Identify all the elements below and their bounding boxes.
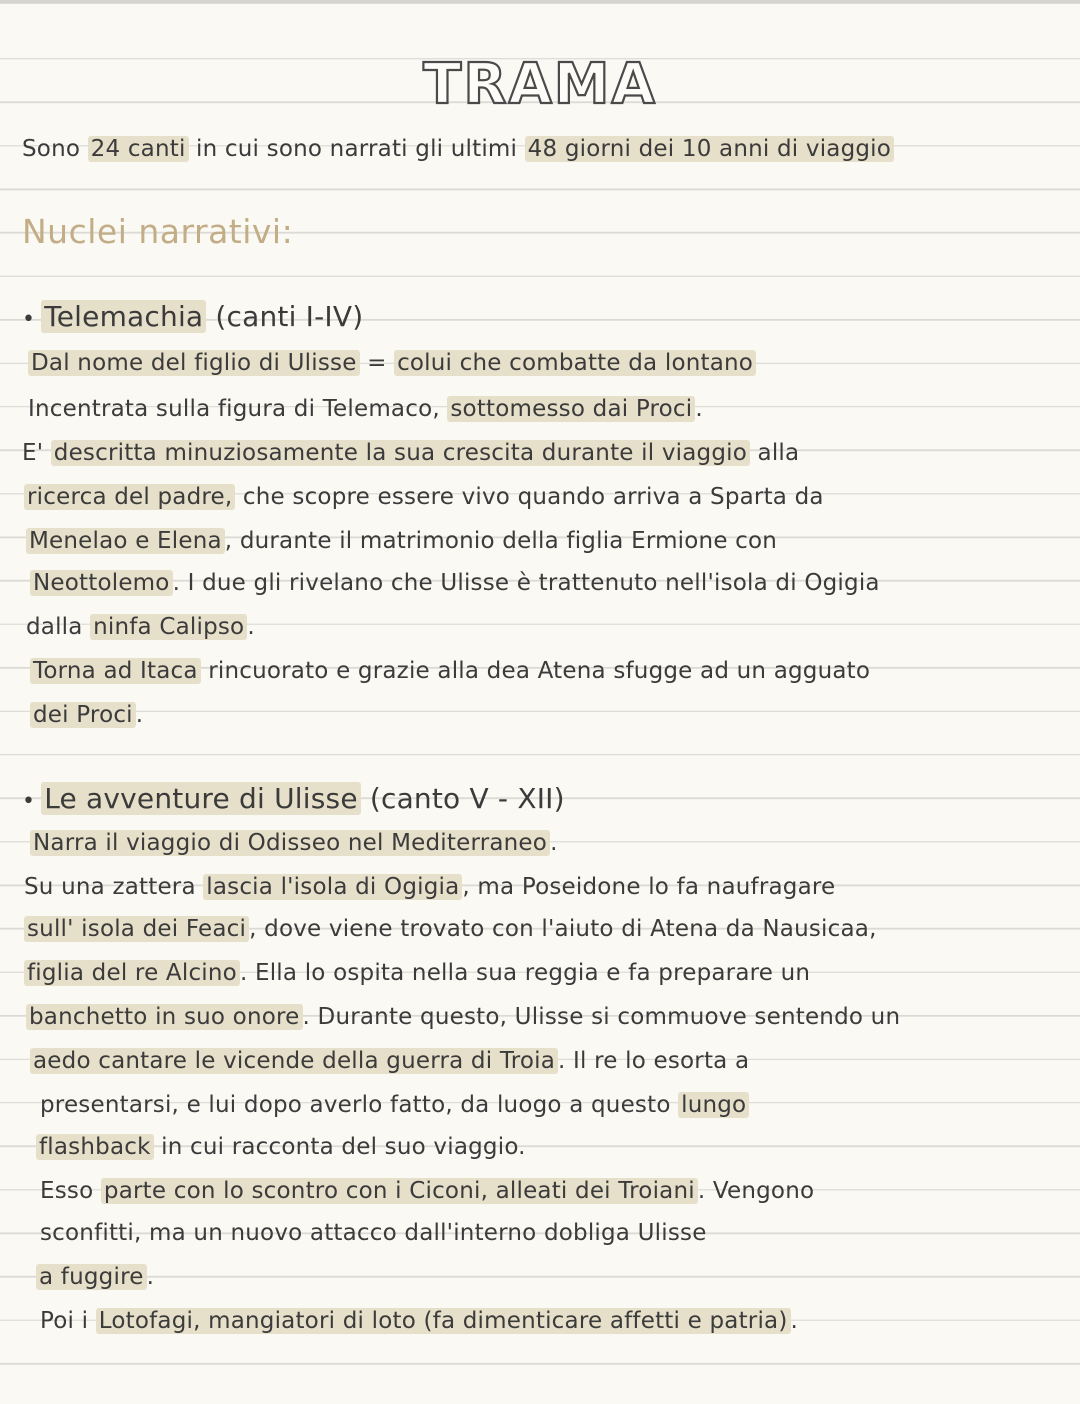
text-plain: .	[695, 396, 703, 422]
section2-line-2	[24, 872, 835, 902]
section2-line-4	[24, 958, 810, 988]
text-plain: dalla	[26, 614, 91, 640]
text-plain: .	[135, 702, 144, 728]
text-highlight: Dal nome del figlio di Ulisse	[28, 350, 360, 376]
section2-line-9	[40, 1176, 814, 1206]
page-title: TRAMA	[423, 52, 657, 117]
section2-line-10	[40, 1218, 707, 1248]
section2-line-5	[26, 1002, 900, 1032]
section2-title-line	[22, 784, 565, 817]
text-plain: E'	[22, 440, 51, 466]
text-highlight: lascia l'isola di Ogigia	[203, 874, 462, 900]
section1-line-4	[24, 482, 824, 512]
text-plain: rincuorato e grazie alla dea Atena sfugge ad un agguato	[200, 658, 871, 684]
bullet-icon: •	[22, 789, 36, 814]
text-highlight: a fuggire	[36, 1264, 147, 1290]
section-heading: Nuclei narrativi:	[22, 212, 294, 251]
section2-line-8	[36, 1132, 526, 1162]
intro-line	[22, 134, 894, 164]
section1-line-3	[22, 438, 799, 468]
section2-range: (canto V - XII)	[360, 782, 565, 815]
text-highlight: descritta minuziosamente la sua crescita durante il viaggio	[51, 440, 750, 466]
section1-title-line	[22, 302, 363, 335]
section1-line-5	[26, 526, 777, 556]
text-highlight: Neottolemo	[30, 570, 173, 596]
text-plain: Poi i	[40, 1308, 96, 1334]
text-highlight: dei Proci	[30, 702, 136, 728]
text-highlight: Narra il viaggio di Odisseo nel Mediterraneo	[30, 830, 550, 856]
intro-text-2: in cui sono narrati gli ultimi	[188, 136, 525, 162]
section1-line-2	[28, 394, 703, 424]
bullet-icon: •	[22, 307, 36, 332]
text-plain: Incentrata sulla figura di Telemaco,	[28, 396, 448, 422]
intro-text-1: Sono	[22, 136, 88, 162]
text-plain: . Ella lo ospita nella sua reggia e fa preparare un	[239, 960, 811, 986]
section2-line-7	[40, 1090, 749, 1120]
section2-line-3	[24, 914, 877, 944]
text-highlight: colui che combatte da lontano	[394, 350, 756, 376]
section2-line-1	[30, 828, 558, 858]
text-plain: alla	[750, 440, 800, 466]
intro-highlight-giorni: 48 giorni dei 10 anni di viaggio	[525, 136, 894, 162]
section2-line-6	[30, 1046, 749, 1076]
text-plain: in cui racconta del suo viaggio.	[153, 1134, 526, 1160]
text-plain: . Il re lo esorta a	[558, 1048, 750, 1074]
text-highlight: figlia del re Alcino	[24, 960, 240, 986]
text-plain: =	[359, 350, 395, 376]
text-plain: Esso	[40, 1178, 101, 1204]
text-highlight: Torna ad Itaca	[30, 658, 201, 684]
text-highlight: ricerca del padre,	[24, 484, 235, 510]
text-highlight: Lotofagi, mangiatori di loto (fa dimenticare affetti e patria)	[96, 1308, 791, 1334]
text-highlight: sull' isola dei Feaci	[24, 916, 249, 942]
section1-title: Telemachia	[41, 300, 206, 333]
text-highlight: sottomesso dai Proci	[447, 396, 695, 422]
section1-line-6	[30, 568, 880, 598]
text-highlight: aedo cantare le vicende della guerra di Troia	[30, 1048, 558, 1074]
text-highlight: flashback	[36, 1134, 154, 1160]
intro-highlight-canti: 24 canti	[88, 136, 189, 162]
text-plain: , dove viene trovato con l'aiuto di Atena da Nausicaa,	[249, 916, 877, 942]
text-plain: presentarsi, e lui dopo averlo fatto, da luogo a questo	[40, 1092, 679, 1118]
text-plain: , durante il matrimonio della figlia Ermione con	[224, 528, 778, 554]
section2-line-12	[40, 1306, 798, 1336]
section2-title: Le avventure di Ulisse	[41, 782, 361, 815]
text-plain: Su una zattera	[24, 874, 204, 900]
text-highlight: banchetto in suo onore	[26, 1004, 303, 1030]
section2-line-11	[36, 1262, 154, 1292]
text-plain: . I due gli rivelano che Ulisse è trattenuto nell'isola di Ogigia	[172, 570, 880, 596]
section1-range: (canti I-IV)	[206, 300, 364, 333]
text-plain: .	[790, 1308, 799, 1334]
page-top-edge	[0, 0, 1080, 3]
text-highlight: ninfa Calipso	[90, 614, 247, 640]
text-plain: .	[146, 1264, 155, 1290]
section1-line-7	[26, 612, 255, 642]
section1-line-8	[30, 656, 870, 686]
text-plain: , ma Poseidone lo fa naufragare	[462, 874, 836, 900]
section1-line-1	[28, 348, 756, 378]
section1-line-9	[30, 700, 143, 730]
text-highlight: lungo	[678, 1092, 749, 1118]
text-plain: . Vengono	[697, 1178, 815, 1204]
text-plain: .	[550, 830, 558, 856]
text-plain: .	[247, 614, 255, 640]
text-plain: sconfitti, ma un nuovo attacco dall'interno dobliga Ulisse	[40, 1220, 707, 1246]
text-plain: che scopre essere vivo quando arriva a Sparta da	[235, 484, 824, 510]
text-highlight: parte con lo scontro con i Ciconi, alleati dei Troiani	[101, 1178, 698, 1204]
text-plain: . Durante questo, Ulisse si commuove sentendo un	[302, 1004, 901, 1030]
text-highlight: Menelao e Elena	[26, 528, 225, 554]
